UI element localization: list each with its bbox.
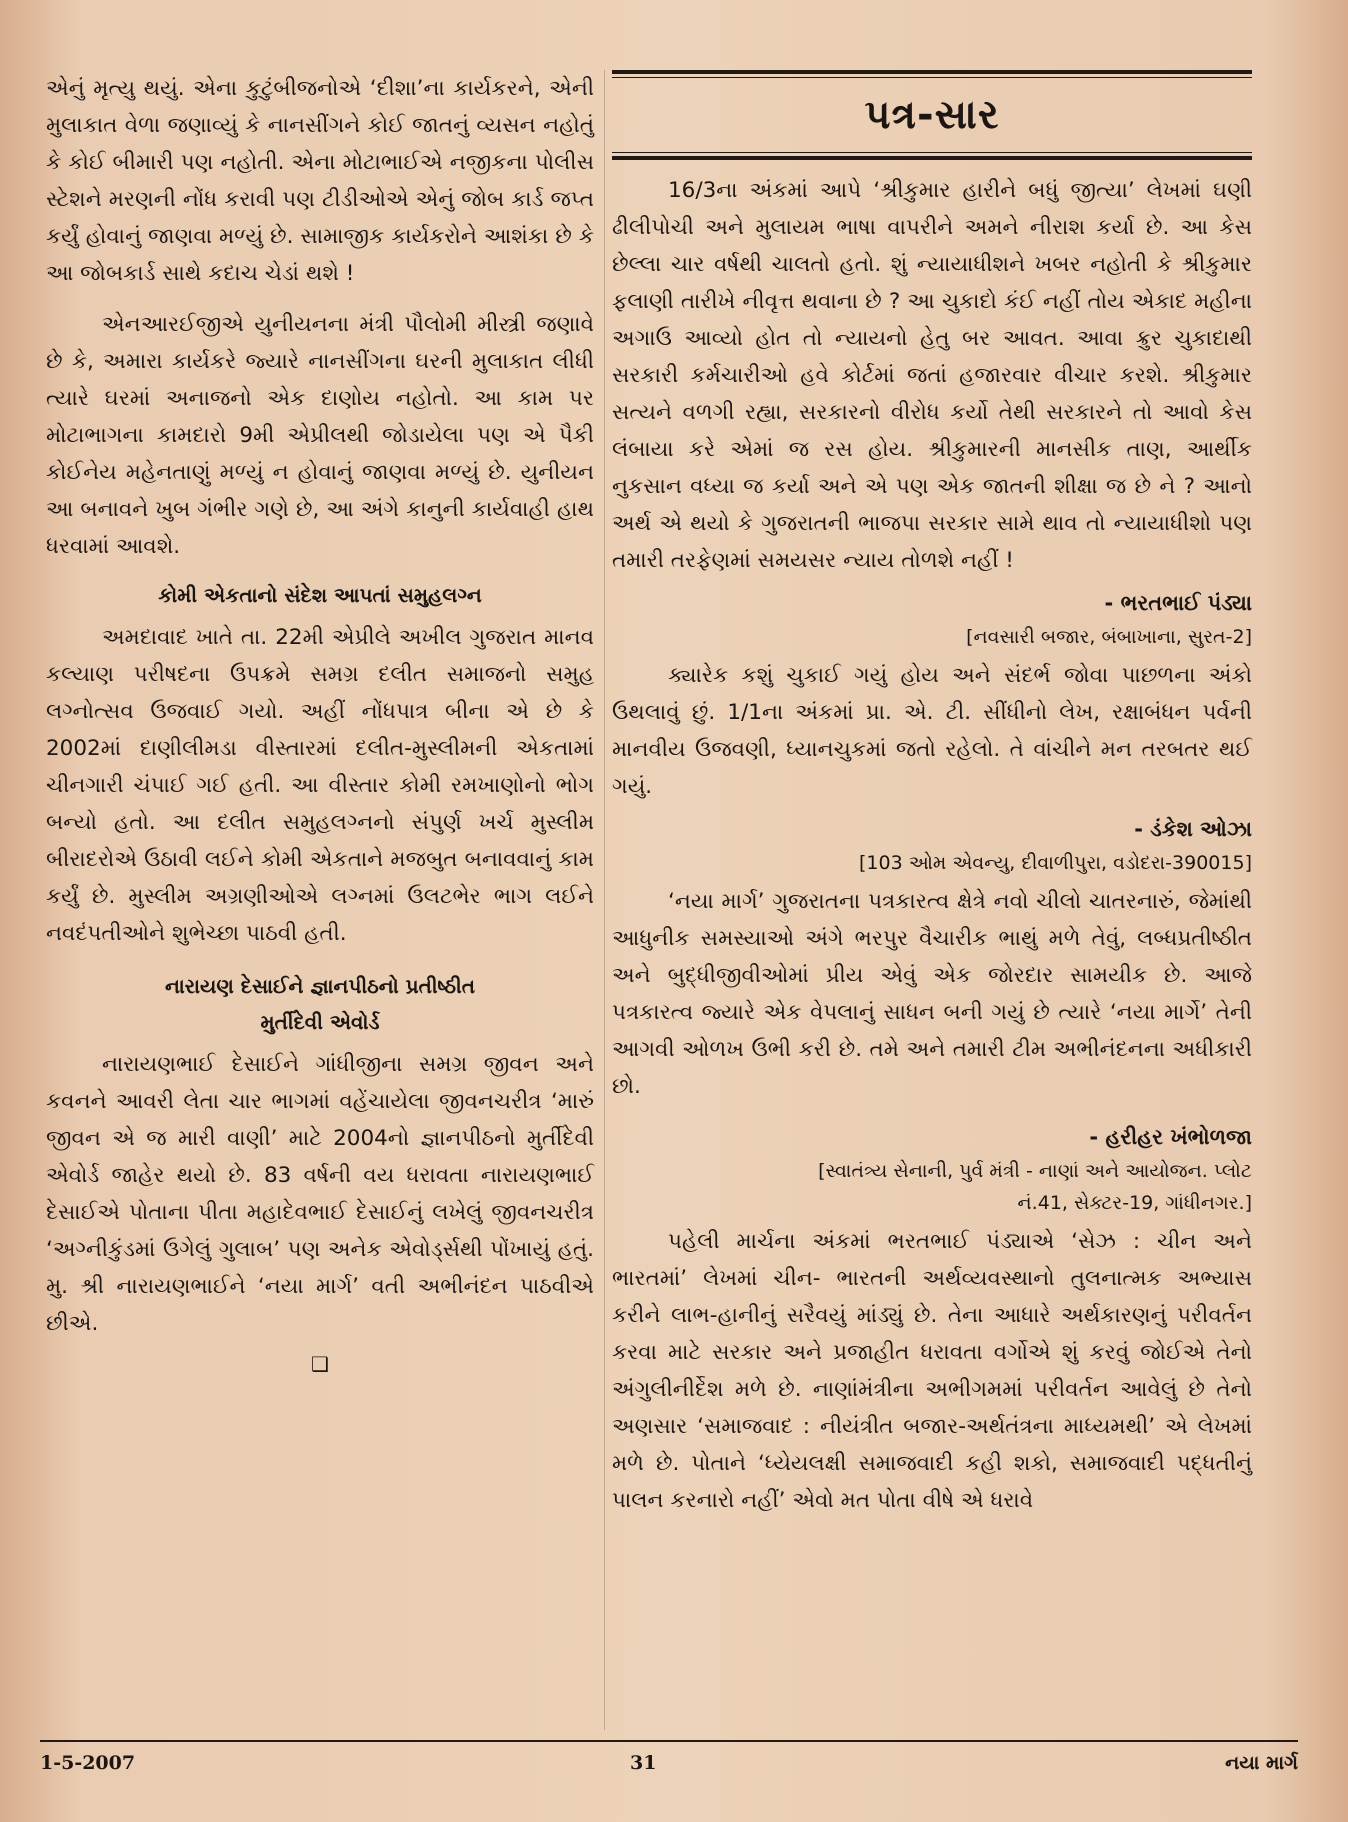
column-divider	[604, 70, 605, 1730]
letter-signature: - ડંકેશ ઓઝા	[1134, 817, 1252, 841]
letter-address: નં.41, સેક્ટર-19, ગાંધીનગર.]	[1017, 1192, 1252, 1214]
letter-address: [103 ઓમ એવન્યુ, દીવાળીપુરા, વડોદરા-390015]	[859, 852, 1252, 874]
letter-address: [નવસારી બજાર, બંબાખાના, સુરત-2]	[966, 626, 1252, 648]
letter-signature: - હરીહર ખંભોળજા	[1089, 1125, 1252, 1149]
section-heading: મુર્તીદેવી એવોર્ડ	[260, 1010, 380, 1034]
left-column	[46, 70, 594, 1378]
section-title-block	[612, 70, 1252, 160]
section-heading: કોમી એકતાનો સંદેશ આપતાં સમુહલગ્ન	[158, 583, 482, 607]
letter-text: પહેલી માર્ચના અંકમાં ભરતભાઈ પંડ્યાએ ‘સેઝ : ચીન અને ભારતમાં’ લેખમાં ચીન- ભારતની અર્થવ્યવસ્થાનો તુલનાત્મક અભ્યાસ કરીને લાભ-હાનીનું સરૈવયું માંડ્યું છે. તેના આધારે અર્થકારણનું પરીવર્તન કરવા માટે સરકાર અને પ્રજાહીત ધરાવતા વર્ગોએ શું કરવું જોઈએ તેનો અંગુલીનીર્દેશ મળે છે. નાણાંમંત્રીના અભીગમમાં પરીવર્તન આવેલું છે તેનો અણસાર ‘સમાજવાદ : નીયંત્રીત બજાર-અર્થતંત્રના માધ્યમથી’ એ લેખમાં મળે છે. પોતાને ‘ધ્યેયલક્ષી સમાજવાદી કહી શકો, સમાજવાદી પદ્ધતીનું પાલન કરનારો નહીં’ એવો મત પોતા વીષે એ ધરાવે	[612, 1229, 1252, 1513]
magazine-name: નયા માર્ગ	[1225, 1752, 1298, 1774]
article-paragraph: એનઆરઈજીએ યુનીયનના મંત્રી પૌલોમી મીસ્ત્રી જણાવે છે કે, અમારા કાર્યકરે જ્યારે નાનસીંગના ઘરની મુલાકાત લીધી ત્યારે ઘરમાં અનાજનો એક દાણોય નહોતો. આ કામ પર મોટાભાગના કામદારો 9મી એપ્રીલથી જોડાયેલા પણ એ પૈકી કોઈનેય મહેનતાણું મળ્યું ન હોવાનું જાણવા મળ્યું છે. યુનીયન આ બનાવને ખુબ ગંભીર ગણે છે, આ અંગે કાનુની કાર્યવાહી હાથ ધરવામાં આવશે.	[46, 312, 594, 559]
article-paragraph: નારાયણભાઈ દેસાઈને ગાંધીજીના સમગ્ર જીવન અને કવનને આવરી લેતા ચાર ભાગમાં વહેંચાયેલા જીવનચરીત્ર ‘મારું જીવન એ જ મારી વાણી’ માટે 2004નો જ્ઞાનપીઠનો મુર્તીદેવી એવોર્ડ જાહેર થયો છે. 83 વર્ષની વય ધરાવતા નારાયણભાઈ દેસાઈએ પોતાના પીતા મહાદેવભાઈ દેસાઈનું લખેલું જીવનચરીત્ર ‘અગ્નીકુંડમાં ઉગેલું ગુલાબ’ પણ અનેક એવોર્ડ્સથી પોંખાયું હતું. મુ. શ્રી નારાયણભાઈને ‘નયા માર્ગ’ વતી અભીનંદન પાઠવીએ છીએ.	[46, 1052, 594, 1336]
article-paragraph: એનું મૃત્યુ થયું. એના કુટુંબીજનોએ ‘દીશા’ના કાર્યકરને, એની મુલાકાત વેળા જણાવ્યું કે નાનસીંગને કોઈ જાતનું વ્યસન નહોતું કે કોઈ બીમારી પણ નહોતી. એના મોટાભાઈએ નજીકના પોલીસ સ્ટેશને મરણની નોંધ કરાવી પણ ટીડીઓએ એનું જોબ કાર્ડ જપ્ત કર્યું હોવાનું જાણવા મળ્યું છે. સામાજીક કાર્યકરોને આશંકા છે કે આ જોબકાર્ડ સાથે કદાચ ચેડાં થશે !	[46, 76, 594, 286]
letter-text: ક્યારેક કશું ચુકાઈ ગયું હોય અને સંદર્ભ જોવા પાછળના અંકો ઉથલાવું છું. 1/1ના અંકમાં પ્રા. એ. ટી. સીંધીનો લેખ, રક્ષાબંધન પર્વની માનવીય ઉજવણી, ધ્યાનચુકમાં જતો રહેલો. તે વાંચીને મન તરબતર થઈ ગયું.	[612, 663, 1252, 799]
footer-rule	[40, 1740, 1298, 1742]
issue-date: 1-5-2007	[40, 1752, 136, 1774]
letter-address: [સ્વાતંત્ર્ય સેનાની, પુર્વ મંત્રી - નાણાં અને આયોજન. પ્લોટ	[818, 1160, 1252, 1182]
page-footer	[40, 1740, 1298, 1780]
end-of-article-mark: ❑	[311, 1352, 329, 1376]
title-rule-bottom	[612, 156, 1252, 160]
letter-signature: - ભરતભાઈ પંડ્યા	[1104, 591, 1252, 615]
section-title: પત્ર-સાર	[864, 92, 1000, 138]
title-rule-top	[612, 70, 1252, 74]
article-paragraph: અમદાવાદ ખાતે તા. 22મી એપ્રીલે અખીલ ગુજરાત માનવ કલ્યાણ પરીષદના ઉપક્રમે સમગ્ર દલીત સમાજનો સમુહ લગ્નોત્સવ ઉજવાઈ ગયો. અહીં નોંધપાત્ર બીના એ છે કે 2002માં દાણીલીમડા વીસ્તારમાં દલીત-મુસ્લીમની એકતામાં ચીનગારી ચંપાઈ ગઈ હતી. આ વીસ્તાર કોમી રમખાણોનો ભોગ બન્યો હતો. આ દલીત સમુહલગ્નનો સંપુર્ણ ખર્ચ મુસ્લીમ બીરાદરોએ ઉઠાવી લઈને કોમી એકતાને મજબુત બનાવવાનું કામ કર્યું છે. મુસ્લીમ અગ્રણીઓએ લગ્નમાં ઉલટભેર ભાગ લઈને નવદંપતીઓને શુભેચ્છા પાઠવી હતી.	[46, 625, 594, 946]
letter-text: ‘નયા માર્ગ’ ગુજરાતના પત્રકારત્વ ક્ષેત્રે નવો ચીલો ચાતરનારું, જેમાંથી આધુનીક સમસ્યાઓ અંગે ભરપુર વૈચારીક ભાથું મળે તેવું, લબ્ધપ્રતીષ્ઠીત અને બુદ્ધીજીવીઓમાં પ્રીય એવું એક જોરદાર સામયીક છે. આજે પત્રકારત્વ જ્યારે એક વેપલાનું સાધન બની ગયું છે ત્યારે ‘નયા માર્ગે’ તેની આગવી ઓળખ ઉભી કરી છે. તમે અને તમારી ટીમ અભીનંદનના અધીકારી છો.	[612, 889, 1252, 1099]
title-rule-bottom-thin	[612, 152, 1252, 153]
section-heading: નારાયણ દેસાઈને જ્ઞાનપીઠનો પ્રતીષ્ઠીત	[164, 974, 476, 998]
page-number: 31	[630, 1752, 657, 1774]
right-column	[612, 70, 1252, 1519]
letter-text: 16/3ના અંકમાં આપે ‘શ્રીકુમાર હારીને બધું જીત્યા’ લેખમાં ઘણી ઢીલીપોચી અને મુલાયમ ભાષા વાપરીને અમને નીરાશ કર્યા છે. આ કેસ છેલ્લા ચાર વર્ષથી ચાલતો હતો. શું ન્યાયાધીશને ખબર નહોતી કે શ્રીકુમાર ફલાણી તારીખે નીવૃત્ત થવાના છે ? આ ચુકાદો કંઈ નહીં તોય એકાદ મહીના અગાઉ આવ્યો હોત તો ન્યાયનો હેતુ બર આવત. આવા ક્રુર ચુકાદાથી સરકારી કર્મચારીઓ હવે કોર્ટમાં જતાં હજારવાર વીચાર કરશે. શ્રીકુમાર સત્યને વળગી રહ્યા, સરકારનો વીરોધ કર્યો તેથી સરકારને તો આવો કેસ લંબાયા કરે એમાં જ રસ હોય. શ્રીકુમારની માનસીક તાણ, આર્થીક નુકસાન વધ્યા જ કર્યા અને એ પણ એક જાતની શીક્ષા જ છે ને ? આનો અર્થ એ થયો કે ગુજરાતની ભાજપા સરકાર સામે થાવ તો ન્યાયાધીશો પણ તમારી તરફેણમાં સમયસર ન્યાય તોળશે નહીં !	[612, 178, 1252, 573]
